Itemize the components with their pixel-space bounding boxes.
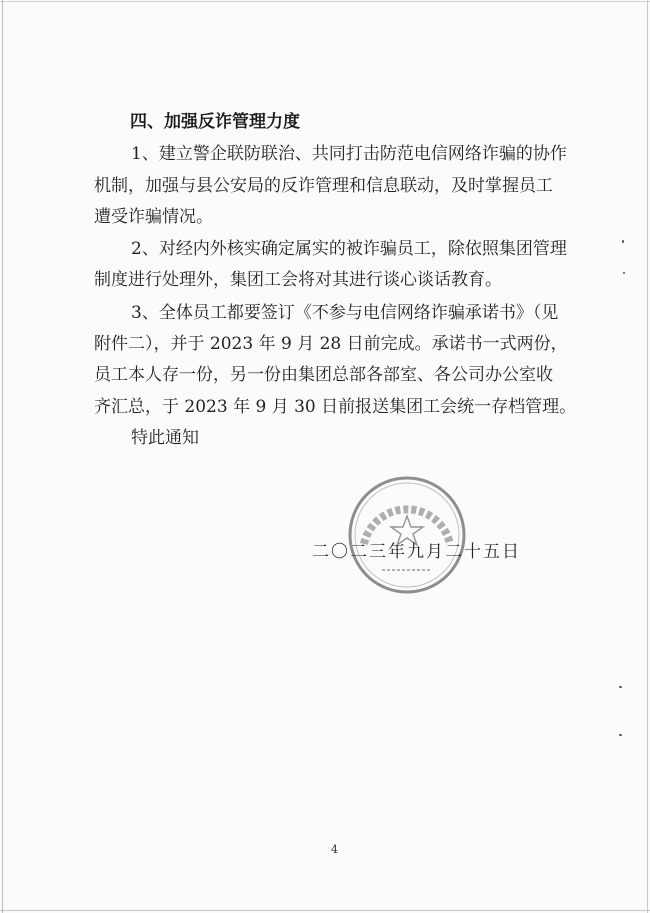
- scan-speck: [619, 734, 622, 736]
- paragraph-line-4: 2、对经内外核实确定属实的被诈骗员工，除依照集团管理: [131, 239, 567, 259]
- official-seal-icon: [346, 474, 468, 596]
- scan-speck: [619, 686, 622, 688]
- section-heading: 四、加强反诈管理力度: [130, 112, 300, 132]
- scan-border-left: [2, 0, 3, 913]
- paragraph-line-8: 员工本人存一份，另一份由集团总部各部室、各公司办公室收: [94, 365, 553, 385]
- scan-speck: [622, 240, 624, 243]
- paragraph-line-6: 3、全体员工都要签订《不参与电信网络诈骗承诺书》（见: [131, 303, 559, 323]
- document-date: 二〇二三年九月二十五日: [312, 542, 521, 562]
- paragraph-line-7: 附件二），并于 2023 年 9 月 28 日前完成。承诺书一式两份，: [94, 334, 568, 354]
- scan-border-bottom: [0, 910, 650, 911]
- paragraph-line-1: 1、建立警企联防联治、共同打击防范电信网络诈骗的协作: [131, 144, 567, 164]
- scan-border-right: [647, 0, 648, 913]
- paragraph-line-2: 机制，加强与县公安局的反诈管理和信息联动，及时掌握员工: [94, 176, 553, 196]
- closing-text: 特此通知: [131, 428, 199, 448]
- page-number: 4: [331, 843, 338, 856]
- scan-speck: [623, 272, 625, 274]
- paragraph-line-3: 遭受诈骗情况。: [94, 207, 213, 227]
- paragraph-line-9: 齐汇总，于 2023 年 9 月 30 日前报送集团工会统一存档管理。: [94, 397, 577, 417]
- paragraph-line-5: 制度进行处理外，集团工会将对其进行谈心谈话教育。: [94, 270, 502, 290]
- scan-border-top: [0, 1, 650, 2]
